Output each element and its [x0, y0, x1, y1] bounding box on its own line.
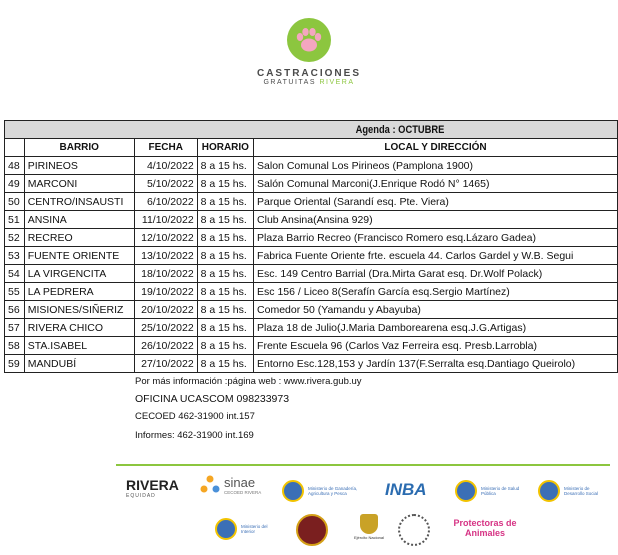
protectoras-text: Protectoras de Animales: [453, 518, 517, 538]
cell-local: Club Ansina(Ansina 929): [254, 211, 618, 229]
logo-subtitle-b: RIVERA: [319, 79, 355, 86]
cell-num: 49: [5, 175, 25, 193]
cell-horario: 8 a 15 hs.: [197, 229, 253, 247]
cell-num: 48: [5, 157, 25, 175]
cell-horario: 8 a 15 hs.: [197, 193, 253, 211]
cell-num: 55: [5, 283, 25, 301]
sinae-logo: [200, 475, 261, 495]
table-row: [5, 265, 618, 283]
cell-num: 51: [5, 211, 25, 229]
table-row: [5, 175, 618, 193]
table-row: [5, 319, 618, 337]
table-row: [5, 247, 618, 265]
agenda-title: Agenda : OCTUBRE: [355, 123, 445, 136]
cell-barrio: FUENTE ORIENTE: [24, 247, 134, 265]
cell-local: Plaza 18 de Julio(J.Maria Damborearena esq.J.G.Artigas): [254, 319, 618, 337]
cell-barrio: ANSINA: [24, 211, 134, 229]
header-horario: HORARIO: [197, 139, 253, 157]
mgap-logo: [282, 480, 358, 502]
cell-barrio: LA PEDRERA: [24, 283, 134, 301]
header-num: [5, 139, 25, 157]
cell-fecha: 25/10/2022: [134, 319, 197, 337]
rivera-logo-sub: EQUIDAD: [126, 493, 156, 499]
mides-text: Ministerio de Desarrollo Social: [564, 486, 599, 496]
uruguay-seal-icon: [215, 518, 237, 540]
cell-num: 54: [5, 265, 25, 283]
cell-fecha: 18/10/2022: [134, 265, 197, 283]
cell-barrio: MISIONES/SIÑERIZ: [24, 301, 134, 319]
mint-logo: [215, 518, 275, 540]
paw-icon: [287, 18, 331, 62]
divider-line: [116, 464, 610, 466]
cell-barrio: RECREO: [24, 229, 134, 247]
cell-num: 50: [5, 193, 25, 211]
cell-num: 52: [5, 229, 25, 247]
shield-icon: [360, 514, 378, 534]
header-fecha: FECHA: [134, 139, 197, 157]
cell-fecha: 27/10/2022: [134, 355, 197, 373]
cell-fecha: 6/10/2022: [134, 193, 197, 211]
cell-fecha: 20/10/2022: [134, 301, 197, 319]
badge-logo: [296, 514, 328, 546]
cell-horario: 8 a 15 hs.: [197, 337, 253, 355]
cell-local: Salón Comunal Marconi(J.Enrique Rodó N° 1465): [254, 175, 618, 193]
cell-num: 53: [5, 247, 25, 265]
info-oficina: OFICINA UCASCOM 098233973: [135, 393, 290, 405]
sinae-text: sinae: [224, 475, 256, 490]
logo-subtitle-a: GRATUITAS: [263, 79, 320, 86]
mides-logo: [538, 480, 604, 502]
table-row: [5, 337, 618, 355]
table-row: [5, 355, 618, 373]
cell-horario: 8 a 15 hs.: [197, 211, 253, 229]
table-row: [5, 157, 618, 175]
table-row: [5, 211, 618, 229]
ejercito-logo: [354, 514, 384, 540]
cell-fecha: 11/10/2022: [134, 211, 197, 229]
cell-num: 57: [5, 319, 25, 337]
table-row: [5, 301, 618, 319]
agenda-rows: [5, 157, 618, 373]
sinae-icon: [200, 475, 220, 495]
header-local: LOCAL Y DIRECCIÓN: [254, 139, 618, 157]
info-web: Por más información :página web : www.rivera.gub.uy: [135, 376, 362, 387]
inba-text: INBA: [385, 480, 427, 499]
cell-horario: 8 a 15 hs.: [197, 301, 253, 319]
cell-num: 56: [5, 301, 25, 319]
cell-horario: 8 a 15 hs.: [197, 265, 253, 283]
cell-fecha: 4/10/2022: [134, 157, 197, 175]
cell-fecha: 5/10/2022: [134, 175, 197, 193]
cell-local: Esc 156 / Liceo 8(Serafín García esq.Sergio Martínez): [254, 283, 618, 301]
cell-local: Entorno Esc.128,153 y Jardín 137(F.Serralta esq.Dantiago Queirolo): [254, 355, 618, 373]
cell-barrio: LA VIRGENCITA: [24, 265, 134, 283]
cell-local: Esc. 149 Centro Barrial (Dra.Mirta Garat esq. Dr.Wolf Polack): [254, 265, 618, 283]
msp-text: Ministerio de Salud Pública: [481, 486, 520, 496]
table-row: [5, 283, 618, 301]
cell-local: Plaza Barrio Recreo (Francisco Romero esq.Lázaro Gadea): [254, 229, 618, 247]
inba-logo: [385, 480, 427, 500]
cell-horario: 8 a 15 hs.: [197, 319, 253, 337]
logo-title: CASTRACIONES: [256, 68, 361, 79]
cell-local: Frente Escuela 96 (Carlos Vaz Ferreira esq. Presb.Larrobla): [254, 337, 618, 355]
sinae-sub: CECOED RIVERA: [224, 490, 262, 495]
cell-local: Comedor 50 (Yamandu y Abayuba): [254, 301, 618, 319]
ejercito-text: Ejército Nacional: [354, 535, 385, 540]
cell-horario: 8 a 15 hs.: [197, 283, 253, 301]
cell-barrio: CENTRO/INSAUSTI: [24, 193, 134, 211]
header-barrio: BARRIO: [24, 139, 134, 157]
uruguay-seal-icon: [282, 480, 304, 502]
mgap-text: Ministerio de Ganadería, Agricultura y Pesca: [308, 486, 358, 496]
cell-local: Parque Oriental (Sarandí esq. Pte. Viera): [254, 193, 618, 211]
stamp-icon: [398, 514, 430, 546]
protectoras-logo: [450, 518, 520, 538]
round-stamp-logo: [398, 514, 430, 546]
uruguay-seal-icon: [538, 480, 560, 502]
cell-horario: 8 a 15 hs.: [197, 175, 253, 193]
table-row: [5, 229, 618, 247]
cell-num: 59: [5, 355, 25, 373]
cell-fecha: 13/10/2022: [134, 247, 197, 265]
rivera-logo: [126, 477, 179, 499]
cell-barrio: PIRINEOS: [24, 157, 134, 175]
cell-fecha: 12/10/2022: [134, 229, 197, 247]
logo-subtitle: [263, 79, 354, 86]
agenda-title-row: [5, 121, 618, 139]
cell-fecha: 26/10/2022: [134, 337, 197, 355]
cell-barrio: RIVERA CHICO: [24, 319, 134, 337]
cell-num: 58: [5, 337, 25, 355]
cell-local: Salon Comunal Los Pirineos (Pamplona 1900): [254, 157, 618, 175]
rivera-logo-text: RIVERA: [126, 477, 179, 493]
cell-horario: 8 a 15 hs.: [197, 157, 253, 175]
cell-barrio: MARCONI: [24, 175, 134, 193]
mint-text: Ministerio del Interior: [241, 524, 268, 534]
msp-logo: [455, 480, 527, 502]
cell-horario: 8 a 15 hs.: [197, 355, 253, 373]
agenda-table: [4, 120, 618, 373]
uruguay-seal-icon: [455, 480, 477, 502]
emblem-icon: [296, 514, 328, 546]
cell-horario: 8 a 15 hs.: [197, 247, 253, 265]
cell-fecha: 19/10/2022: [134, 283, 197, 301]
castraciones-logo: [0, 18, 618, 86]
agenda-header-row: [5, 139, 618, 157]
cell-barrio: MANDUBÍ: [24, 355, 134, 373]
cell-barrio: STA.ISABEL: [24, 337, 134, 355]
info-informes: Informes: 462-31900 int.169: [135, 430, 254, 441]
table-row: [5, 193, 618, 211]
info-cecoed: CECOED 462-31900 int.157: [135, 411, 255, 422]
cell-local: Fabrica Fuente Oriente frte. escuela 44. Carlos Gardel y W.B. Segui: [254, 247, 618, 265]
